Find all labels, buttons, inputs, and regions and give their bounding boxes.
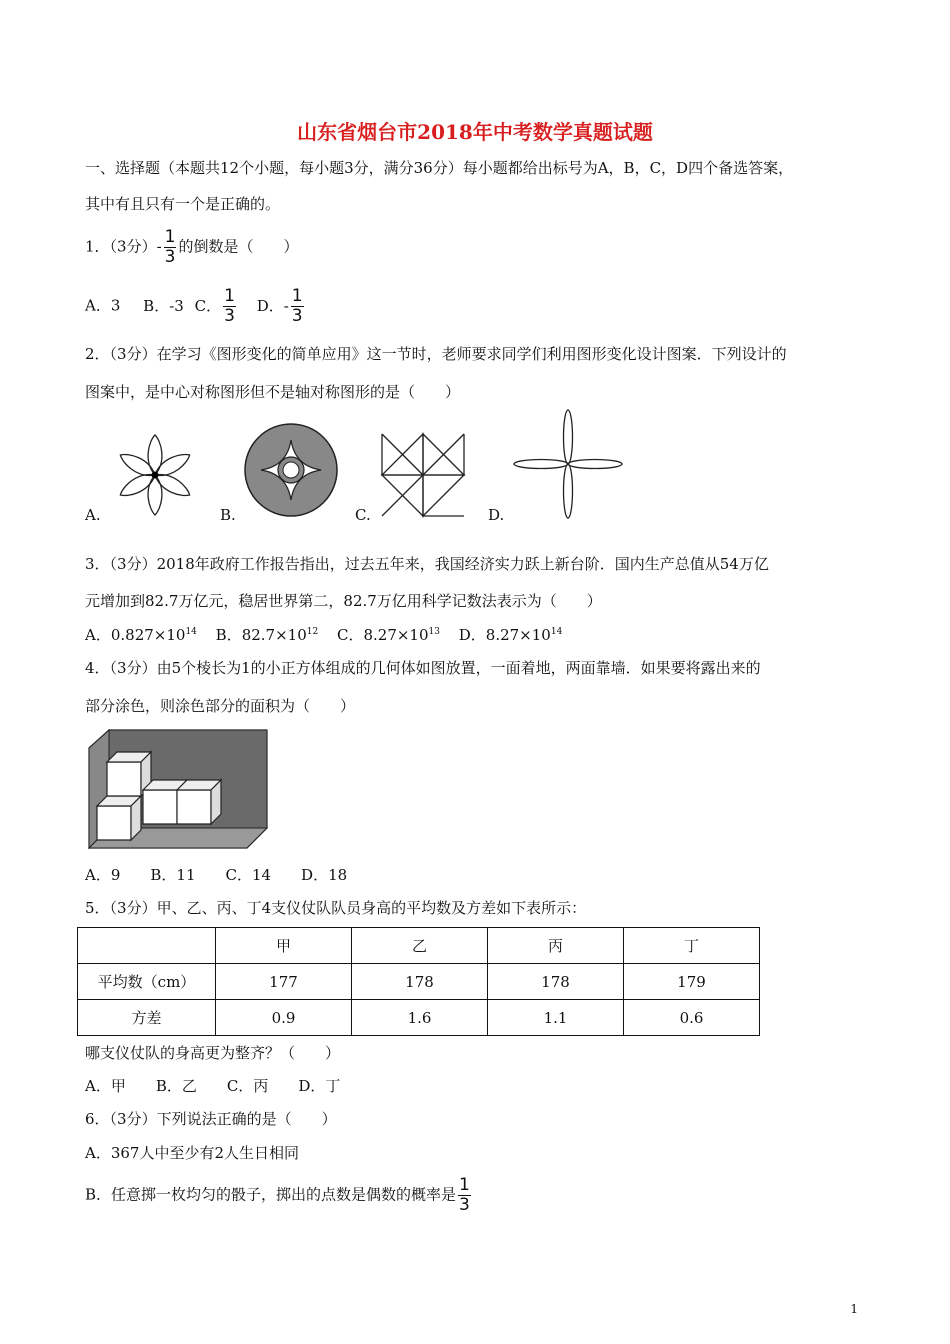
option-d-label: D. — [488, 506, 505, 524]
question-4-line2: 部分涂色，则涂色部分的面积为（ ） — [85, 697, 356, 715]
table-header: 丙 — [488, 928, 624, 964]
option-d: D．- — [256, 296, 289, 315]
question-2-line1: 2．（3分）在学习《图形变化的简单应用》这一节时，老师要求同学们利用图形变化设计图案．下列设计的 — [85, 345, 787, 363]
section-instructions-line1: 一、选择题（本题共12个小题，每小题3分，满分36分）每小题都给出标号为A，B，C，D四个备选答案， — [85, 159, 794, 177]
table-cell: 1.1 — [488, 1000, 624, 1036]
table-cell: 0.6 — [624, 1000, 760, 1036]
question-5-line1: 5．（3分）甲、乙、丙、丁4支仪仗队队员身高的平均数及方差如下表所示： — [85, 899, 587, 917]
fraction: $\frac{1}{3}$ — [291, 286, 303, 326]
question-1: 1．（3分）- $\frac{1}{3}$ 的倒数是（ ） — [85, 227, 299, 267]
table-cell: 178 — [352, 964, 488, 1000]
table-cell: 177 — [216, 964, 352, 1000]
option-a: A．$0.827\times 10^{14}$ — [85, 626, 197, 644]
option-b-label: B. — [220, 506, 236, 524]
section-instructions-line2: 其中有且只有一个是正确的。 — [85, 195, 281, 213]
option-b: B．-3 — [143, 296, 184, 315]
table-header: 乙 — [352, 928, 488, 964]
table-row — [78, 928, 760, 964]
table-cell: 179 — [624, 964, 760, 1000]
option-c: C． — [194, 296, 222, 315]
question-5-question: 哪支仪仗队的身高更为整齐？（ ） — [85, 1044, 341, 1062]
fraction: $\frac{1}{3}$ — [164, 227, 176, 267]
question-3-line1: 3．（3分）2018年政府工作报告指出，过去五年来，我国经济实力跃上新台阶．国内生产总值从54万亿 — [85, 555, 769, 573]
fraction: $\frac{1}{3}$ — [224, 286, 235, 326]
question-6-option-a: A．367人中至少有2人生日相同 — [85, 1144, 300, 1162]
question-4-options: A．9 B．11 C．14 D．18 — [85, 866, 348, 884]
flower-figure — [108, 430, 203, 520]
option-a: A．3 — [85, 296, 121, 315]
question-5-options: A．甲 B．乙 C．丙 D．丁 — [85, 1077, 341, 1095]
option-c: C．$8.27\times 10^{13}$ — [336, 626, 440, 644]
question-6-line1: 6．（3分）下列说法正确的是（ ） — [85, 1110, 337, 1128]
option-a-label: A. — [85, 506, 101, 524]
table-cell: 平均数（cm） — [78, 964, 216, 1000]
question-6-option-b: B．任意掷一枚均匀的骰子，掷出的点数是偶数的概率是 $\frac{1}{3}$ — [85, 1175, 470, 1215]
page-number: 1 — [850, 1302, 858, 1316]
pinwheel-figure — [380, 432, 466, 518]
table-cell: 1.6 — [352, 1000, 488, 1036]
question-3-line2: 元增加到82.7万亿元，稳居世界第二，82.7万亿用科学记数法表示为（ ） — [85, 592, 602, 610]
table-header: 丁 — [624, 928, 760, 964]
cubes-figure — [87, 728, 269, 850]
coin-figure — [243, 422, 339, 518]
fraction: $\frac{1}{3}$ — [459, 1175, 470, 1215]
option-b: B．$82.7\times 10^{12}$ — [215, 626, 319, 644]
question-4-line1: 4．（3分）由5个棱长为1的小正方体组成的几何体如图放置，一面着地，两面靠墙．如果要将露出来的 — [85, 659, 761, 677]
table-row — [78, 964, 760, 1000]
stats-table — [77, 927, 760, 1036]
table-cell: 178 — [488, 964, 624, 1000]
table-row — [78, 1000, 760, 1036]
table-cell: 0.9 — [216, 1000, 352, 1036]
table-cell: 方差 — [78, 1000, 216, 1036]
option-d: D．$8.27\times 10^{14}$ — [458, 626, 563, 644]
option-c-label: C. — [355, 506, 371, 524]
petals-cross-figure — [510, 408, 626, 520]
question-1-options — [85, 287, 306, 326]
table-header: 甲 — [216, 928, 352, 964]
table-cell — [78, 928, 216, 964]
question-3-options — [85, 624, 562, 645]
question-2-line2: 图案中，是中心对称图形但不是轴对称图形的是（ ） — [85, 383, 461, 401]
page-title: 山东省烟台市2018年中考数学真题试题 — [297, 120, 653, 144]
